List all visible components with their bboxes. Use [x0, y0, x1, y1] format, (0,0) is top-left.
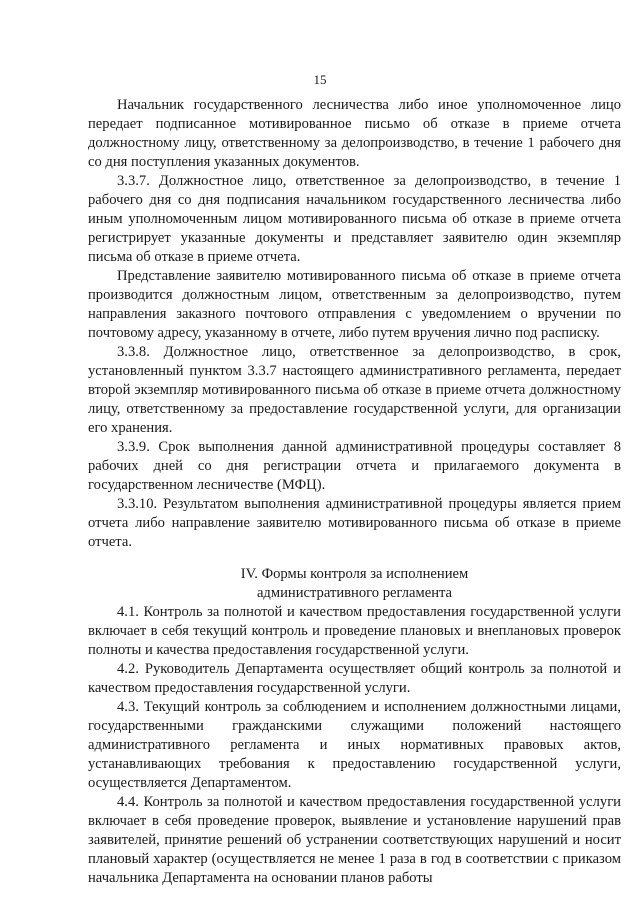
paragraph-4-2: 4.2. Руководитель Департамента осуществляет общий контроль за полнотой и качеством предоставления государственной услуги. — [88, 661, 621, 696]
paragraph-3-3-8: 3.3.8. Должностное лицо, ответственное за делопроизводство, в срок, установленный пунктом 3.3.7 настоящего административного регламента, передает второй экземпляр мотивированного письма об отказе в приеме отчета должностному лицу, ответственному за предоставление государственной услуги, для организации его хранения. — [88, 344, 621, 436]
paragraph-3-3-9: 3.3.9. Срок выполнения данной административной процедуры составляет 8 рабочих дней со дня регистрации отчета и прилагаемого документа в государственном лесничестве (МФЦ). — [88, 439, 621, 493]
paragraph-refusal-delivery: Представление заявителю мотивированного письма об отказе в приеме отчета производится должностным лицом, ответственным за делопроизводство, путем направления заказного почтового отправления с уведомлением о вручении по почтовому адресу, указанному в отчете, либо путем вручения лично под расписку. — [88, 268, 621, 341]
section-heading-line-2: административного регламента — [256, 585, 453, 601]
paragraph-3-3-10: 3.3.10. Результатом выполнения административной процедуры является прием отчета либо направление заявителю мотивированного письма об отказе в приеме отчета. — [88, 496, 621, 550]
section-heading — [88, 565, 621, 603]
section-heading-line-1: IV. Формы контроля за исполнением — [240, 566, 469, 582]
page-number: 15 — [313, 72, 327, 87]
paragraph-4-3: 4.3. Текущий контроль за соблюдением и исполнением должностными лицами, государственными гражданскими служащими положений настоящего административного регламента и иных нормативных правовых актов, устанавливающих требования к предоставлению государственной услуги, осуществляется Департаментом. — [88, 699, 621, 791]
paragraph-signing-refusal: Начальник государственного лесничества либо иное уполномоченное лицо передает подписанное мотивированное письмо об отказе в приеме отчета должностному лицу, ответственному за делопроизводство, в течение 1 рабочего дня со дня поступления указанных документов. — [88, 97, 621, 170]
paragraph-4-4: 4.4. Контроль за полнотой и качеством предоставления государственной услуги включает в себя проведение проверок, выявление и установление нарушений прав заявителей, принятие решений об устранении соответствующих нарушений и носит плановый характер (осуществляется не менее 1 раза в год в соответствии с приказом начальника Департамента на основании планов работы — [88, 794, 621, 886]
paragraph-3-3-7: 3.3.7. Должностное лицо, ответственное за делопроизводство, в течение 1 рабочего дня со дня подписания начальником государственного лесничества либо иным уполномоченным лицом мотивированного письма об отказе в приеме отчета регистрирует указанные документы и представляет заявителю один экземпляр письма об отказе в приеме отчета. — [88, 173, 621, 265]
paragraph-4-1: 4.1. Контроль за полнотой и качеством предоставления государственной услуги включает в себя текущий контроль и проведение плановых и внеплановых проверок полноты и качества предоставления государственной услуги. — [88, 604, 621, 658]
document-body — [88, 96, 621, 888]
